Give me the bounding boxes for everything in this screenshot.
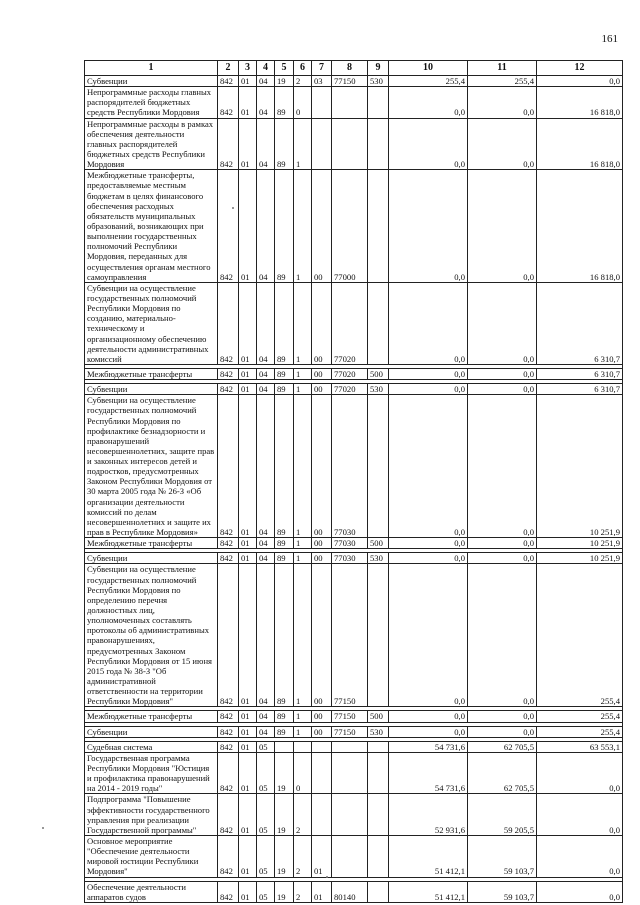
row-name-cell: Основное мероприятие "Обеспечение деятельности мировой юстиции Республики Мордовия" — [85, 835, 218, 877]
amount-cell: 0,0 — [468, 118, 537, 170]
row-name-cell: Межбюджетные трансферты — [85, 538, 218, 549]
table-row — [85, 76, 623, 87]
code-cell — [332, 794, 368, 836]
code-cell: 01 — [239, 794, 257, 836]
code-cell: 77150 — [332, 726, 368, 737]
row-name-cell: Межбюджетные трансферты — [85, 368, 218, 379]
code-cell: 842 — [218, 553, 239, 564]
code-cell: 1 — [294, 726, 312, 737]
col-header: 3 — [239, 61, 257, 76]
code-cell: 01 — [239, 881, 257, 902]
table-row — [85, 87, 623, 118]
amount-cell: 0,0 — [468, 564, 537, 707]
code-cell: 842 — [218, 835, 239, 877]
code-cell: 05 — [257, 741, 275, 752]
code-cell: 01 — [239, 118, 257, 170]
table-row — [85, 170, 623, 283]
code-cell: 00 — [312, 170, 332, 283]
code-cell: 89 — [275, 553, 294, 564]
code-cell: 04 — [257, 553, 275, 564]
code-cell: 89 — [275, 564, 294, 707]
code-cell: 842 — [218, 564, 239, 707]
amount-cell: 0,0 — [537, 76, 623, 87]
col-header: 2 — [218, 61, 239, 76]
amount-cell: 6 310,7 — [537, 368, 623, 379]
code-cell: 2 — [294, 794, 312, 836]
code-cell: 842 — [218, 711, 239, 722]
row-name-cell: Межбюджетные трансферты — [85, 711, 218, 722]
table-header-row — [85, 61, 623, 76]
amount-cell: 16 818,0 — [537, 87, 623, 118]
code-cell: 01 — [239, 384, 257, 395]
code-cell: 0 — [294, 752, 312, 794]
code-cell: 89 — [275, 395, 294, 538]
amount-cell: 0,0 — [537, 881, 623, 902]
code-cell: 89 — [275, 726, 294, 737]
code-cell: 530 — [368, 76, 389, 87]
code-cell: 1 — [294, 711, 312, 722]
code-cell: 77030 — [332, 538, 368, 549]
table-row — [85, 794, 623, 836]
row-name-cell: Субвенции — [85, 76, 218, 87]
code-cell: 04 — [257, 282, 275, 364]
code-cell — [312, 752, 332, 794]
code-cell: 530 — [368, 726, 389, 737]
code-cell: 1 — [294, 118, 312, 170]
col-header: 6 — [294, 61, 312, 76]
code-cell: 77020 — [332, 282, 368, 364]
amount-cell: 0,0 — [389, 368, 468, 379]
code-cell: 500 — [368, 711, 389, 722]
code-cell: 89 — [275, 87, 294, 118]
code-cell: 842 — [218, 881, 239, 902]
amount-cell: 51 412,1 — [389, 881, 468, 902]
col-header: 4 — [257, 61, 275, 76]
code-cell: 2 — [294, 835, 312, 877]
code-cell: 01 — [239, 553, 257, 564]
code-cell: 01 — [239, 726, 257, 737]
code-cell: 842 — [218, 170, 239, 283]
code-cell: 05 — [257, 752, 275, 794]
code-cell: 01 — [239, 395, 257, 538]
row-name-cell: Субвенции — [85, 726, 218, 737]
code-cell — [332, 741, 368, 752]
code-cell: 89 — [275, 538, 294, 549]
code-cell — [368, 752, 389, 794]
col-header: 10 — [389, 61, 468, 76]
col-header: 12 — [537, 61, 623, 76]
code-cell: 04 — [257, 87, 275, 118]
budget-table — [84, 60, 623, 903]
code-cell: 04 — [257, 368, 275, 379]
code-cell: 04 — [257, 711, 275, 722]
amount-cell: 0,0 — [389, 726, 468, 737]
code-cell — [368, 794, 389, 836]
scan-speck — [232, 207, 234, 209]
amount-cell: 62 705,5 — [468, 752, 537, 794]
code-cell — [368, 170, 389, 283]
code-cell: 2 — [294, 881, 312, 902]
code-cell: 842 — [218, 384, 239, 395]
row-name-cell: Субвенции на осуществление государственных полномочий Республики Мордовия по созданию, материально-техническому и организационному обеспечению деятельности административных комиссий — [85, 282, 218, 364]
row-name-cell: Субвенции — [85, 553, 218, 564]
code-cell: 0 — [294, 87, 312, 118]
code-cell: 00 — [312, 564, 332, 707]
code-cell: 842 — [218, 368, 239, 379]
row-name-cell: Подпрограмма "Повышение эффективности государственного управления при реализации Государственной программы" — [85, 794, 218, 836]
amount-cell: 0,0 — [468, 395, 537, 538]
table-row — [85, 384, 623, 395]
amount-cell: 59 103,7 — [468, 835, 537, 877]
amount-cell: 0,0 — [468, 368, 537, 379]
code-cell — [332, 835, 368, 877]
code-cell: 19 — [275, 794, 294, 836]
row-name-cell: Непрограммные расходы в рамках обеспечения деятельности главных распорядителей бюджетных средств Республики Мордовия — [85, 118, 218, 170]
code-cell: 530 — [368, 553, 389, 564]
code-cell: 04 — [257, 384, 275, 395]
col-header: 8 — [332, 61, 368, 76]
code-cell — [312, 118, 332, 170]
code-cell: 04 — [257, 76, 275, 87]
amount-cell: 16 818,0 — [537, 118, 623, 170]
col-header: 9 — [368, 61, 389, 76]
code-cell: 03 — [312, 76, 332, 87]
code-cell: 842 — [218, 87, 239, 118]
amount-cell: 0,0 — [468, 170, 537, 283]
code-cell — [368, 118, 389, 170]
table-row — [85, 553, 623, 564]
amount-cell: 62 705,5 — [468, 741, 537, 752]
scan-speck — [326, 876, 328, 878]
code-cell: 01 — [239, 538, 257, 549]
amount-cell: 10 251,9 — [537, 538, 623, 549]
amount-cell: 54 731,6 — [389, 741, 468, 752]
code-cell: 1 — [294, 384, 312, 395]
amount-cell: 16 818,0 — [537, 170, 623, 283]
amount-cell: 59 205,5 — [468, 794, 537, 836]
code-cell: 842 — [218, 741, 239, 752]
code-cell: 500 — [368, 538, 389, 549]
code-cell: 77030 — [332, 395, 368, 538]
row-name-cell: Субвенции на осуществление государственных полномочий Республики Мордовия по определению перечня должностных лиц, уполномоченных составлять протоколы об административных правонарушениях, предусмотренных Законом Республики Мордовия от 15 июня 2015 года № 38-З "Об административной ответственности на территории Республики Мордовия" — [85, 564, 218, 707]
page-number: 161 — [601, 33, 618, 45]
row-name-cell: Судебная система — [85, 741, 218, 752]
code-cell: 1 — [294, 564, 312, 707]
amount-cell: 0,0 — [468, 711, 537, 722]
code-cell: 05 — [257, 881, 275, 902]
table-row — [85, 881, 623, 902]
code-cell — [312, 87, 332, 118]
code-cell — [332, 118, 368, 170]
amount-cell: 0,0 — [389, 384, 468, 395]
amount-cell: 0,0 — [468, 384, 537, 395]
row-name-cell: Субвенции — [85, 384, 218, 395]
code-cell: 01 — [312, 881, 332, 902]
amount-cell: 52 931,6 — [389, 794, 468, 836]
code-cell: 89 — [275, 170, 294, 283]
code-cell: 01 — [239, 711, 257, 722]
row-name-cell: Государственная программа Республики Мордовия "Юстиция и профилактика правонарушений на 2014 - 2019 годы" — [85, 752, 218, 794]
code-cell — [312, 794, 332, 836]
code-cell: 77150 — [332, 711, 368, 722]
code-cell — [275, 741, 294, 752]
amount-cell: 255,4 — [537, 726, 623, 737]
code-cell — [294, 741, 312, 752]
code-cell: 1 — [294, 368, 312, 379]
row-name-cell: Непрограммные расходы главных распорядителей бюджетных средств Республики Мордовия — [85, 87, 218, 118]
code-cell: 00 — [312, 384, 332, 395]
code-cell: 04 — [257, 170, 275, 283]
code-cell: 00 — [312, 282, 332, 364]
code-cell: 500 — [368, 368, 389, 379]
code-cell: 01 — [239, 564, 257, 707]
code-cell — [368, 87, 389, 118]
amount-cell: 51 412,1 — [389, 835, 468, 877]
amount-cell: 0,0 — [537, 835, 623, 877]
amount-cell: 59 103,7 — [468, 881, 537, 902]
code-cell: 77150 — [332, 76, 368, 87]
amount-cell: 0,0 — [389, 395, 468, 538]
code-cell — [332, 752, 368, 794]
code-cell: 01 — [239, 368, 257, 379]
code-cell — [332, 87, 368, 118]
amount-cell: 10 251,9 — [537, 395, 623, 538]
amount-cell: 0,0 — [468, 87, 537, 118]
code-cell: 01 — [239, 170, 257, 283]
col-header: 5 — [275, 61, 294, 76]
amount-cell: 0,0 — [389, 282, 468, 364]
amount-cell: 0,0 — [389, 118, 468, 170]
row-name-cell: Обеспечение деятельности аппаратов судов — [85, 881, 218, 902]
row-name-cell: Субвенции на осуществление государственных полномочий Республики Мордовия по профилактике безнадзорности и правонарушений несовершеннолетних, защите прав и законных интересов детей и подростков, предусмотренных Законом Республики Мордовия от 30 марта 2005 года № 26-З «Об организации деятельности комиссий по делам несовершеннолетних и защите их прав в Республике Мордовия» — [85, 395, 218, 538]
code-cell: 89 — [275, 711, 294, 722]
code-cell — [368, 881, 389, 902]
col-header: 7 — [312, 61, 332, 76]
amount-cell: 0,0 — [468, 553, 537, 564]
code-cell: 04 — [257, 538, 275, 549]
code-cell — [368, 835, 389, 877]
amount-cell: 0,0 — [389, 553, 468, 564]
code-cell: 1 — [294, 553, 312, 564]
code-cell: 1 — [294, 170, 312, 283]
scan-speck — [42, 827, 44, 829]
table-row — [85, 282, 623, 364]
code-cell: 00 — [312, 726, 332, 737]
amount-cell: 0,0 — [468, 538, 537, 549]
amount-cell: 10 251,9 — [537, 553, 623, 564]
code-cell: 00 — [312, 538, 332, 549]
code-cell: 1 — [294, 282, 312, 364]
code-cell: 77150 — [332, 564, 368, 707]
code-cell: 77020 — [332, 368, 368, 379]
table-row — [85, 726, 623, 737]
code-cell: 1 — [294, 395, 312, 538]
amount-cell: 0,0 — [389, 564, 468, 707]
table-row — [85, 564, 623, 707]
code-cell: 89 — [275, 384, 294, 395]
table-row — [85, 368, 623, 379]
amount-cell: 0,0 — [468, 726, 537, 737]
code-cell: 1 — [294, 538, 312, 549]
amount-cell: 255,4 — [537, 564, 623, 707]
code-cell: 842 — [218, 395, 239, 538]
code-cell: 89 — [275, 368, 294, 379]
code-cell: 80140 — [332, 881, 368, 902]
code-cell: 04 — [257, 118, 275, 170]
code-cell: 77000 — [332, 170, 368, 283]
code-cell: 04 — [257, 395, 275, 538]
code-cell — [312, 741, 332, 752]
amount-cell: 0,0 — [468, 282, 537, 364]
code-cell: 19 — [275, 881, 294, 902]
table-row — [85, 711, 623, 722]
code-cell: 01 — [239, 835, 257, 877]
code-cell: 00 — [312, 368, 332, 379]
code-cell — [368, 282, 389, 364]
code-cell: 89 — [275, 282, 294, 364]
amount-cell: 63 553,1 — [537, 741, 623, 752]
col-header: 11 — [468, 61, 537, 76]
code-cell: 00 — [312, 553, 332, 564]
code-cell: 77020 — [332, 384, 368, 395]
table-row — [85, 835, 623, 877]
code-cell: 01 — [239, 76, 257, 87]
amount-cell: 255,4 — [468, 76, 537, 87]
code-cell — [368, 741, 389, 752]
code-cell: 77030 — [332, 553, 368, 564]
code-cell: 530 — [368, 384, 389, 395]
table-row — [85, 741, 623, 752]
amount-cell: 0,0 — [537, 794, 623, 836]
amount-cell: 0,0 — [537, 752, 623, 794]
amount-cell: 255,4 — [389, 76, 468, 87]
amount-cell: 54 731,6 — [389, 752, 468, 794]
code-cell: 19 — [275, 835, 294, 877]
code-cell — [368, 395, 389, 538]
code-cell: 842 — [218, 726, 239, 737]
code-cell: 19 — [275, 76, 294, 87]
code-cell: 01 — [239, 87, 257, 118]
amount-cell: 6 310,7 — [537, 384, 623, 395]
code-cell: 01 — [239, 752, 257, 794]
amount-cell: 6 310,7 — [537, 282, 623, 364]
code-cell: 05 — [257, 835, 275, 877]
code-cell: 04 — [257, 726, 275, 737]
amount-cell: 0,0 — [389, 538, 468, 549]
code-cell: 01 — [239, 741, 257, 752]
col-header: 1 — [85, 61, 218, 76]
code-cell — [368, 564, 389, 707]
code-cell: 2 — [294, 76, 312, 87]
table-row — [85, 538, 623, 549]
code-cell: 00 — [312, 711, 332, 722]
code-cell: 01 — [239, 282, 257, 364]
table-row — [85, 752, 623, 794]
code-cell: 05 — [257, 794, 275, 836]
code-cell: 01 — [312, 835, 332, 877]
amount-cell: 0,0 — [389, 87, 468, 118]
table-row — [85, 118, 623, 170]
code-cell: 842 — [218, 118, 239, 170]
code-cell: 842 — [218, 282, 239, 364]
code-cell: 842 — [218, 76, 239, 87]
row-name-cell: Межбюджетные трансферты, предоставляемые местным бюджетам в целях финансового обеспечения расходных обязательств муниципальных образований, возникающих при выполнении государственных полномочий Республики Мордовия, переданных для осуществления органам местного самоуправления — [85, 170, 218, 283]
code-cell: 04 — [257, 564, 275, 707]
code-cell: 19 — [275, 752, 294, 794]
code-cell: 842 — [218, 752, 239, 794]
amount-cell: 0,0 — [389, 170, 468, 283]
table-row — [85, 395, 623, 538]
code-cell: 89 — [275, 118, 294, 170]
code-cell: 842 — [218, 794, 239, 836]
amount-cell: 0,0 — [389, 711, 468, 722]
code-cell: 00 — [312, 395, 332, 538]
code-cell: 842 — [218, 538, 239, 549]
amount-cell: 255,4 — [537, 711, 623, 722]
